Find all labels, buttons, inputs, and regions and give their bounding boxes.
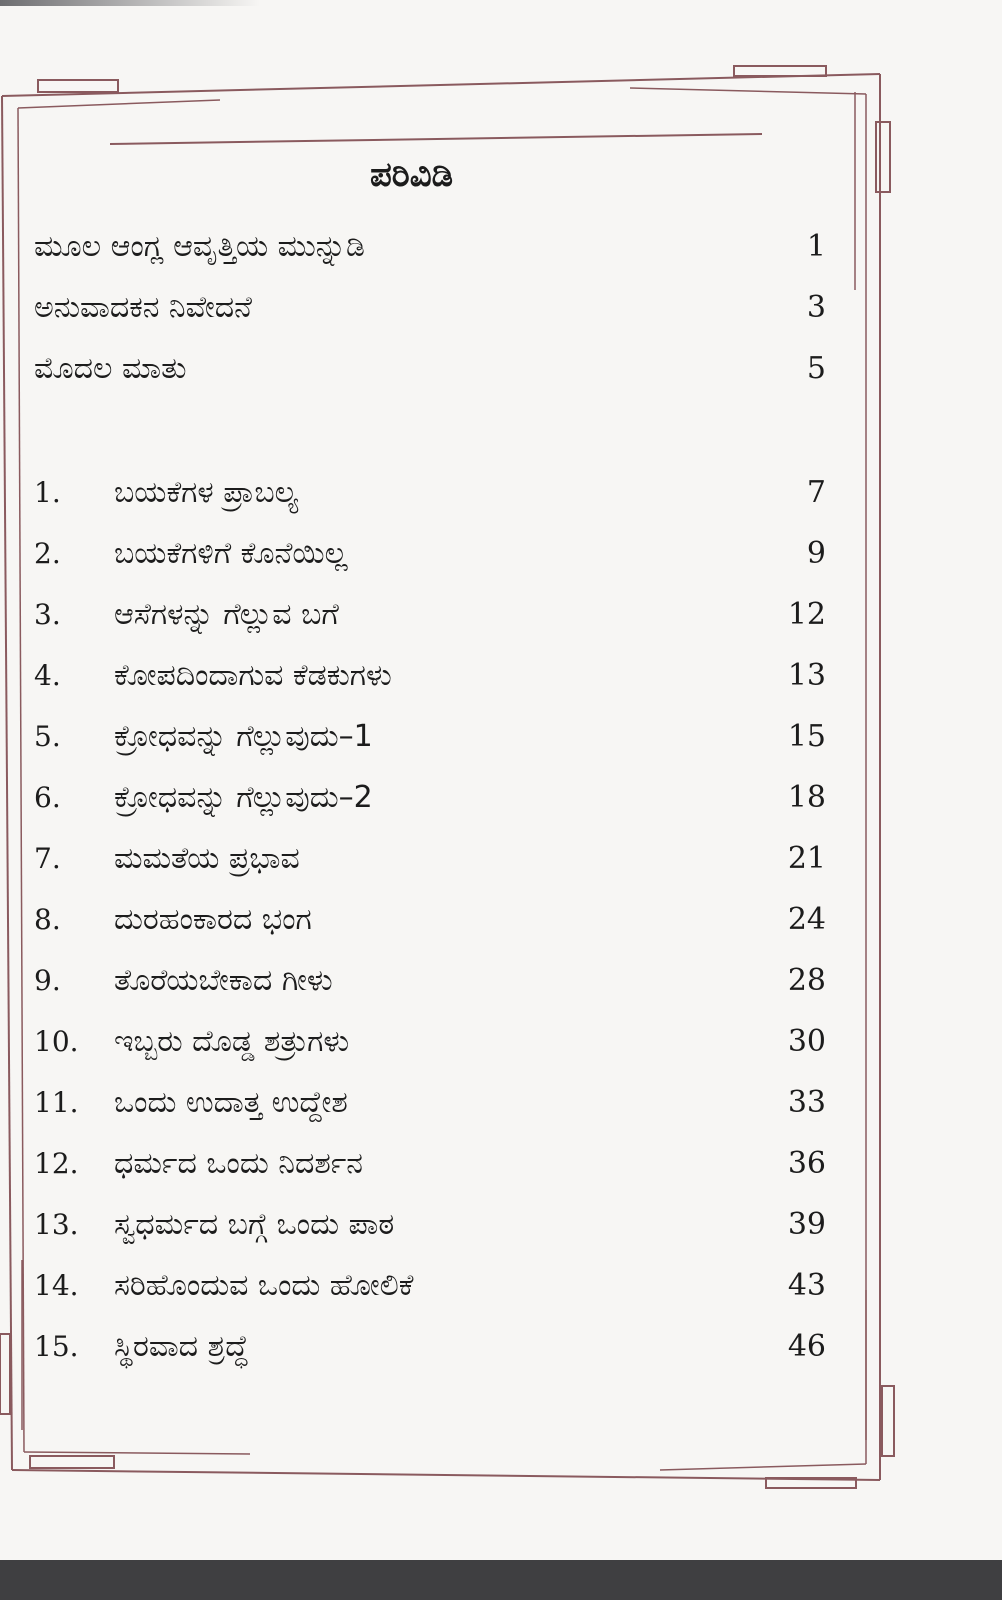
- chapter-page-number: 13: [787, 658, 826, 693]
- chapter-page-number: 12: [787, 597, 826, 632]
- toc-entry-chapter-8[interactable]: [0, 897, 1002, 943]
- chapter-title: ಇಬ್ಬರು ದೊಡ್ಡ ಶತ್ರುಗಳು: [114, 1024, 350, 1059]
- chapter-page-number: 30: [787, 1024, 826, 1059]
- toc-title: ಪರಿವಿಡಿ: [370, 155, 454, 195]
- toc-entry-front-1[interactable]: [0, 224, 1002, 270]
- chapter-page-number: 33: [787, 1085, 826, 1120]
- toc-entry-chapter-12[interactable]: [0, 1141, 1002, 1187]
- chapter-page-number: 7: [806, 475, 826, 510]
- toc-entry-front-2[interactable]: [0, 285, 1002, 331]
- chapter-page-number: 43: [787, 1268, 826, 1303]
- toc-entry-chapter-13[interactable]: [0, 1202, 1002, 1248]
- chapter-title: ಸ್ಥಿರವಾದ ಶ್ರದ್ಧೆ: [114, 1329, 249, 1364]
- chapter-number: 12.: [34, 1147, 79, 1180]
- chapter-page-number: 46: [787, 1329, 826, 1364]
- chapter-title: ಕೋಪದಿಂದಾಗುವ ಕೆಡಕುಗಳು: [114, 658, 392, 693]
- chapter-title: ಬಯಕೆಗಳ ಪ್ರಾಬಲ್ಯ: [114, 475, 299, 510]
- chapter-title: ಧರ್ಮದ ಒಂದು ನಿದರ್ಶನ: [114, 1146, 363, 1181]
- chapter-page-number: 36: [787, 1146, 826, 1181]
- toc-entry-chapter-11[interactable]: [0, 1080, 1002, 1126]
- chapter-title: ದುರಹಂಕಾರದ ಭಂಗ: [114, 902, 312, 937]
- chapter-page-number: 18: [787, 780, 826, 815]
- toc-entry-front-3[interactable]: [0, 346, 1002, 392]
- entry-label: ಮೂಲ ಆಂಗ್ಲ ಆವೃತ್ತಿಯ ಮುನ್ನುಡಿ: [34, 229, 365, 264]
- chapter-page-number: 24: [787, 902, 826, 937]
- chapter-title: ಒಂದು ಉದಾತ್ತ ಉದ್ದೇಶ: [114, 1085, 348, 1120]
- toc-entry-chapter-7[interactable]: [0, 836, 1002, 882]
- chapter-number: 14.: [34, 1269, 79, 1302]
- chapter-number: 6.: [34, 781, 61, 814]
- chapter-number: 7.: [34, 842, 61, 875]
- entry-label: ಅನುವಾದಕನ ನಿವೇದನೆ: [34, 290, 252, 325]
- chapter-number: 3.: [34, 598, 61, 631]
- toc-entry-chapter-14[interactable]: [0, 1263, 1002, 1309]
- chapter-title: ಬಯಕೆಗಳಿಗೆ ಕೊನೆಯಿಲ್ಲ: [114, 536, 348, 571]
- chapter-number: 8.: [34, 903, 61, 936]
- chapter-page-number: 15: [787, 719, 826, 754]
- chapter-title: ತೊರೆಯಬೇಕಾದ ಗೀಳು: [114, 963, 333, 998]
- toc-entry-chapter-15[interactable]: [0, 1324, 1002, 1370]
- chapter-title: ಕ್ರೋಧವನ್ನು ಗೆಲ್ಲುವುದು–1: [114, 719, 373, 754]
- entry-label: ಮೊದಲ ಮಾತು: [34, 351, 187, 386]
- chapter-number: 5.: [34, 720, 61, 753]
- toc-entry-chapter-2[interactable]: [0, 531, 1002, 577]
- toc-entry-chapter-9[interactable]: [0, 958, 1002, 1004]
- chapter-title: ಕ್ರೋಧವನ್ನು ಗೆಲ್ಲುವುದು–2: [114, 780, 373, 815]
- background-surface: [0, 1560, 1002, 1600]
- toc-entry-chapter-1[interactable]: [0, 470, 1002, 516]
- toc-entry-chapter-10[interactable]: [0, 1019, 1002, 1065]
- entry-page-number: 1: [806, 229, 826, 264]
- chapter-page-number: 28: [787, 963, 826, 998]
- chapter-number: 11.: [34, 1086, 79, 1119]
- toc-entry-chapter-4[interactable]: [0, 653, 1002, 699]
- chapter-page-number: 21: [787, 841, 826, 876]
- toc-entry-chapter-6[interactable]: [0, 775, 1002, 821]
- chapter-number: 10.: [34, 1025, 79, 1058]
- entry-page-number: 5: [806, 351, 826, 386]
- chapter-number: 15.: [34, 1330, 79, 1363]
- toc-entry-chapter-3[interactable]: [0, 592, 1002, 638]
- chapter-title: ಮಮತೆಯ ಪ್ರಭಾವ: [114, 841, 300, 876]
- entry-page-number: 3: [806, 290, 826, 325]
- chapter-number: 13.: [34, 1208, 79, 1241]
- chapter-number: 4.: [34, 659, 61, 692]
- chapter-number: 2.: [34, 537, 61, 570]
- chapter-title: ಸರಿಹೊಂದುವ ಒಂದು ಹೋಲಿಕೆ: [114, 1268, 414, 1303]
- chapter-title: ಸ್ವಧರ್ಮದ ಬಗ್ಗೆ ಒಂದು ಪಾಠ: [114, 1207, 395, 1242]
- chapter-number: 9.: [34, 964, 61, 997]
- toc-entry-chapter-5[interactable]: [0, 714, 1002, 760]
- chapter-title: ಆಸೆಗಳನ್ನು ಗೆಲ್ಲುವ ಬಗೆ: [114, 597, 339, 632]
- chapter-page-number: 9: [806, 536, 826, 571]
- chapter-number: 1.: [34, 476, 61, 509]
- chapter-page-number: 39: [787, 1207, 826, 1242]
